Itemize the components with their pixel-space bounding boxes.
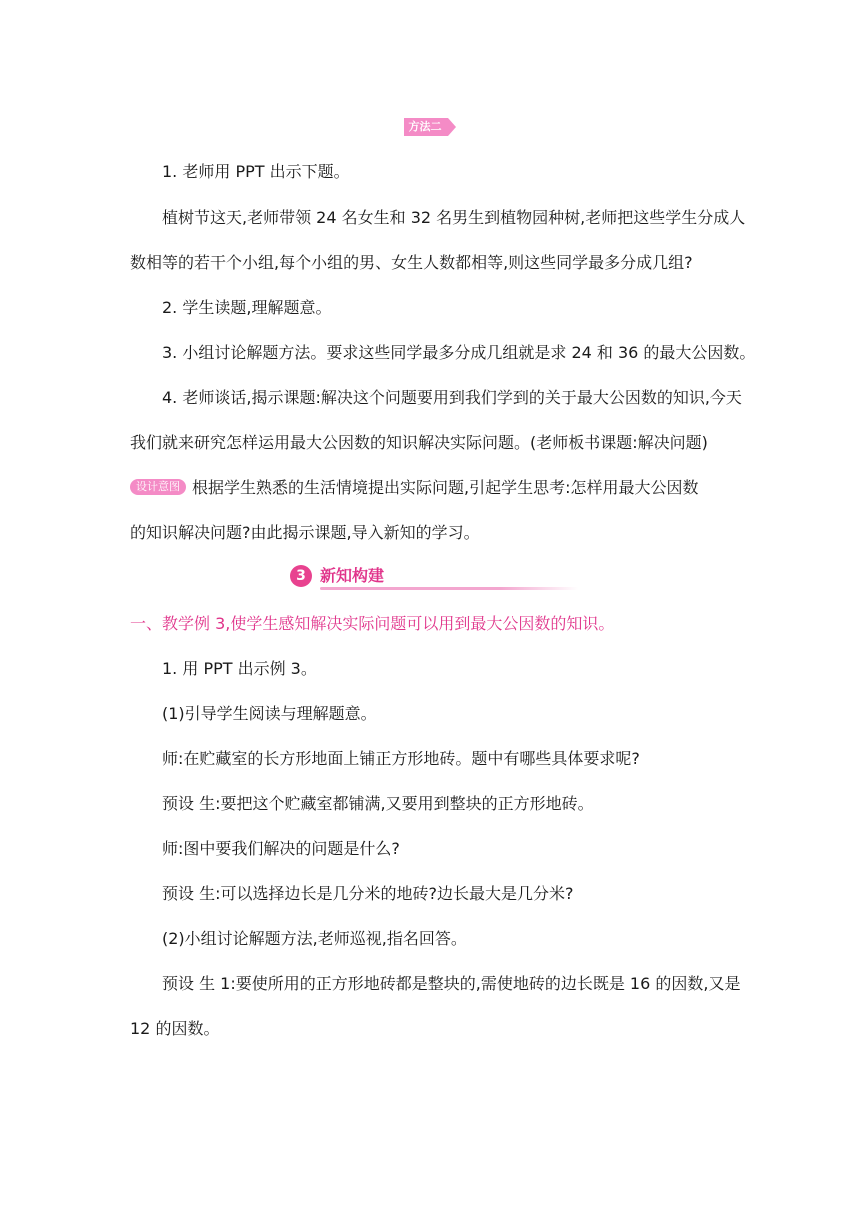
- paragraph-4-line-2: 我们就来研究怎样运用最大公因数的知识解决实际问题。(老师板书课题:解决问题): [130, 433, 708, 452]
- body-7: (2)小组讨论解题方法,老师巡视,指名回答。: [162, 929, 467, 948]
- design-intent-line-2: 的知识解决问题?由此揭示课题,导入新知的学习。: [130, 523, 480, 542]
- body-6: 预设 生:可以选择边长是几分米的地砖?边长最大是几分米?: [162, 884, 574, 903]
- paragraph-1: 1. 老师用 PPT 出示下题。: [162, 162, 350, 181]
- section-underline: [320, 587, 578, 590]
- paragraph-4-line-1: 4. 老师谈话,揭示课题:解决这个问题要用到我们学到的关于最大公因数的知识,今天: [162, 388, 742, 407]
- paragraph-2: 2. 学生读题,理解题意。: [162, 298, 332, 317]
- body-3: 师:在贮藏室的长方形地面上铺正方形地砖。题中有哪些具体要求呢?: [162, 749, 640, 768]
- design-intent-line-1: [130, 477, 730, 499]
- body-1: 1. 用 PPT 出示例 3。: [162, 659, 317, 678]
- body-5: 师:图中要我们解决的问题是什么?: [162, 839, 400, 858]
- body-4: 预设 生:要把这个贮藏室都铺满,又要用到整块的正方形地砖。: [162, 794, 594, 813]
- method-tag: [402, 118, 458, 136]
- section-heading: [290, 563, 580, 591]
- section-title: 新知构建: [320, 566, 385, 585]
- design-intent-text: 根据学生熟悉的生活情境提出实际问题,引起学生思考:怎样用最大公因数: [192, 478, 699, 497]
- method-tag-label: 方法二: [408, 120, 442, 133]
- section-number: 3: [290, 565, 312, 587]
- paragraph-3: 3. 小组讨论解题方法。要求这些同学最多分成几组就是求 24 和 36 的最大公因数。: [162, 343, 756, 362]
- part-1-heading: 一、教学例 3,使学生感知解决实际问题可以用到最大公因数的知识。: [130, 614, 615, 633]
- body-8-line-2: 12 的因数。: [130, 1019, 220, 1038]
- problem-text-line-2: 数相等的若干个小组,每个小组的男、女生人数都相等,则这些同学最多分成几组?: [130, 253, 693, 272]
- body-2: (1)引导学生阅读与理解题意。: [162, 704, 377, 723]
- design-intent-badge: 设计意图: [130, 479, 186, 495]
- body-8-line-1: 预设 生 1:要使所用的正方形地砖都是整块的,需使地砖的边长既是 16 的因数,又是: [162, 974, 741, 993]
- problem-text-line-1: 植树节这天,老师带领 24 名女生和 32 名男生到植物园种树,老师把这些学生分成人: [162, 208, 746, 227]
